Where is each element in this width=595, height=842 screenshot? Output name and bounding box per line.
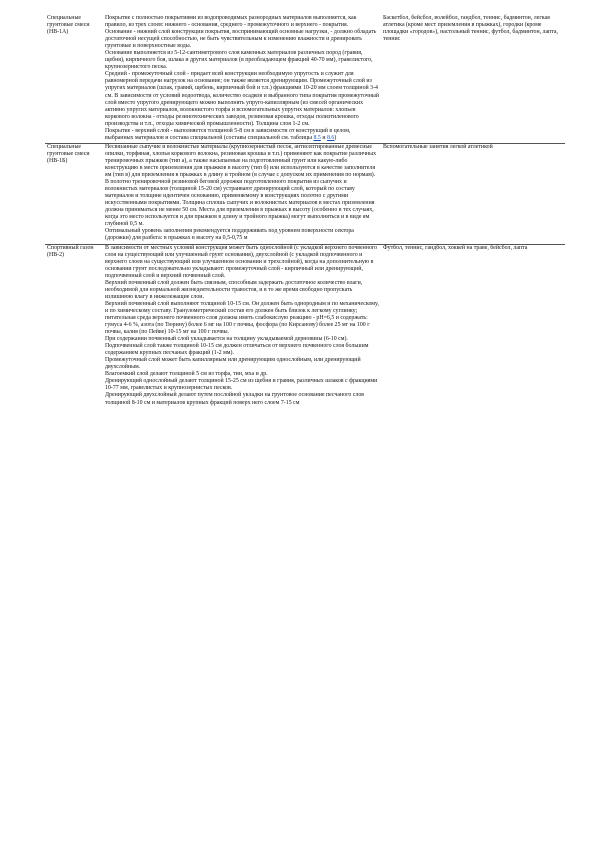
paragraph: При содержании почвенный слой укладывается на толщину укладываемой дерновины (6-10 см). xyxy=(105,336,348,343)
paragraph: Верхний почвенный слой выполняют толщиной 10-15 см. Он должен быть однородным и по механическому, и по химическому составу. Гранулометрический состав его должен быть близок к легкому суглинку; питательная среда верхнего почвенного слоя должна иметь слабокислую реакцию - pH=6,5 и содержать: гумуса 4-6 %, азота (по Тюрину) более 6 мг на 100 г почвы, фосфора (по Кирсанову) более 25 мг на 100 г почвы, калия (по Пейве) 10-15 мг на 100 г почвы. xyxy=(105,300,379,336)
paragraph: Промежуточный слой может быть капиллярным или дренирующим однослойным, или дренирующий двухслойным. xyxy=(105,357,361,371)
row-purpose: Футбол, теннис, гандбол, хоккей на траве, бейсбол, лапта xyxy=(381,244,565,408)
row-name: Спортивный газон (НВ-2) xyxy=(45,244,103,408)
row-name: Специальные грунтовые смеси (НВ-1А) xyxy=(47,15,90,36)
paragraph: Дренирующий двухслойный делают путем послойной укладки на грунтовое основание песчаного слоя толщиной 8-10 см и материалов крупных фракций поверх него слоем 7-15 см xyxy=(105,392,364,406)
document-page xyxy=(45,14,565,408)
row-description xyxy=(103,244,381,408)
paragraph xyxy=(105,128,379,142)
paragraph: Основание - нижний слой конструкции покрытия, воспринимающий основные нагрузки, - должно обладать достаточной несущей способностью, не быть чувствительным к изменению влажности и дренировать грунтовые и поверхностные воды. xyxy=(105,29,377,50)
row-description xyxy=(103,14,381,143)
table-ref-link[interactable]: 8.6 xyxy=(326,134,335,141)
paragraph: Покрытие с полностью покрытиями из водопроводимых разнородных материалов выполняется, как правило, из трех слоев: нижнего - основания, среднего - промежуточного и верхнего - покрытия. xyxy=(105,15,357,29)
row-purpose: Баскетбол, бейсбол, волейбол, гандбол, теннис, бадминтон, легкая атлетика (кроме мест приземления в прыжках), городки (кроме площадки «городов»), настольный теннис, футбол, бадминтон, лапта, теннис xyxy=(383,15,558,43)
paragraph: Основание выполняется из 5-12-сантиметрового слоя каменных материалов различных пород (гравия, щебня), кирпичного боя, шлака и других материалов (в преобладающем фракций 40-70 мм), гравелистого, крупнозернистого песка. xyxy=(105,50,373,71)
paragraph: Средний - промежуточный слой - придает всей конструкции необходимую упругость и служит для равномерной передачи нагрузок на основание; он также является дренирующим. Промежуточный слой из упругих материалов (шлак, гравий, щебень, кирпичный бой и т.п.) фракциями 10-20 мм слоем толщиной 3-4 см. В зависимости от условий водоотвода, количество осадков и выбранного типа покрытия промежуточный слой вместо упругого дренирующего можно выполнять упруго-капиллярным (из смесей органических активно упругих материалов, волокнистого торфа и вспомогательных упругих материалов: хлопьев коркового волокна - отходы резинотехнических заводов, резиновая крошка, отходы полиэтиленового производства и т.п., отходы химической промышленности). Толщина слоя 1-2 см. xyxy=(105,71,380,127)
table-ref-link[interactable]: 8.5 xyxy=(313,134,321,141)
paragraph: Дренирующий однослойный делают толщиной 15-25 см из щебня и гравия, различных шлаков с фракциями 10-77 мм, гравелистых и крупнозернистых песков. xyxy=(105,378,378,392)
table-row xyxy=(45,143,565,244)
row-purpose: Вспомогательные занятия легкой атлетикой xyxy=(381,143,565,244)
coverings-table xyxy=(45,14,565,408)
paragraph: В зависимости от местных условий конструкция может быть однослойной (с укладкой верхнего почвенного слоя на существующий или улучшенный грунт основания), двухслойной (с укладкой подпочвенного и верхнего слоев на существующий или улучшенном основании и трехслойной), когда на дополнительную в основании грунт последовательно укладывают: промежуточный слой - кирпичный или дренирующий, подпочвенный слой и верхний почвенный слой. xyxy=(105,244,378,279)
paragraph: Верхний почвенный слой должен быть связным, способным задержать достаточное количество влаги, необходимой для нормальной жизнедеятельности травостоя, и в то же время свободно пропускать излишнюю влагу в нижележащие слои. xyxy=(105,279,363,300)
paragraph: Оптимальный уровень заполнения рекомендуется поддерживать под уровнем поверхности сектора (дорожки) для разбега: в прыжках в высоту на 0,5-0,75 м xyxy=(105,228,354,242)
ref-conjunction: и xyxy=(322,134,326,141)
table-row xyxy=(45,244,565,408)
paragraph-text: Покрытие - верхний слой - выполняется толщиной 5-8 см в зависимости от конструкций в целом, выбранных материалов и состава специальной (составы специальной см. таблицы xyxy=(105,127,351,141)
row-name: Специальные грунтовые смеси (НВ-1Б) xyxy=(45,143,103,244)
ref-close: ) xyxy=(334,134,337,141)
paragraph: Влагоемкий слой делают толщиной 5 см из торфа, тин, мха и др. xyxy=(105,371,268,378)
table-row xyxy=(45,14,565,143)
paragraph: Несвязанные сыпучие и волокнистые материалы (крупнозернистый песок, антисептированные древесные опилки, торфяная, хлопья коркового волокна, резиновая крошка и т.п.) применяют как покрытие различных тренировочных прыжков (тип а), а также насыпаемые на подготовленный грунт или какую-либо конструкцию в месте приземления для прыжков в высоту (тип б) или используются в качестве заполнителя ям (тип в) для приземления в прыжках в длину и тройном (в случае с допуском их применения по нормам). В полотно тренировочной резиновой беговой дорожки подготовленного покрытия из сыпучих и волокнистых материалов (толщиной 15-20 см) устраивают дренирующий слой, который по составу материалов и толщине идентичен основанию, применяемому в конструкциях полотно с другими искусственными покрытиями. Толщина сплошь сыпучих и волокнистых материалов в местах приземления должна приниматься не менее 50 см. Места для приземления в прыжках в высоту (особенно в тех случаях, когда это место используется и для прыжков в длину и тройного прыжка) могут выполняться и в виде ям глубиной 0,5 м. xyxy=(105,143,377,228)
row-description xyxy=(103,143,381,244)
paragraph: Подпочвенный слой также толщиной 10-15 см должен отличаться от верхнего почвенного слоя большим содержанием крупных песчаных фракций (1-2 мм). xyxy=(105,343,369,357)
